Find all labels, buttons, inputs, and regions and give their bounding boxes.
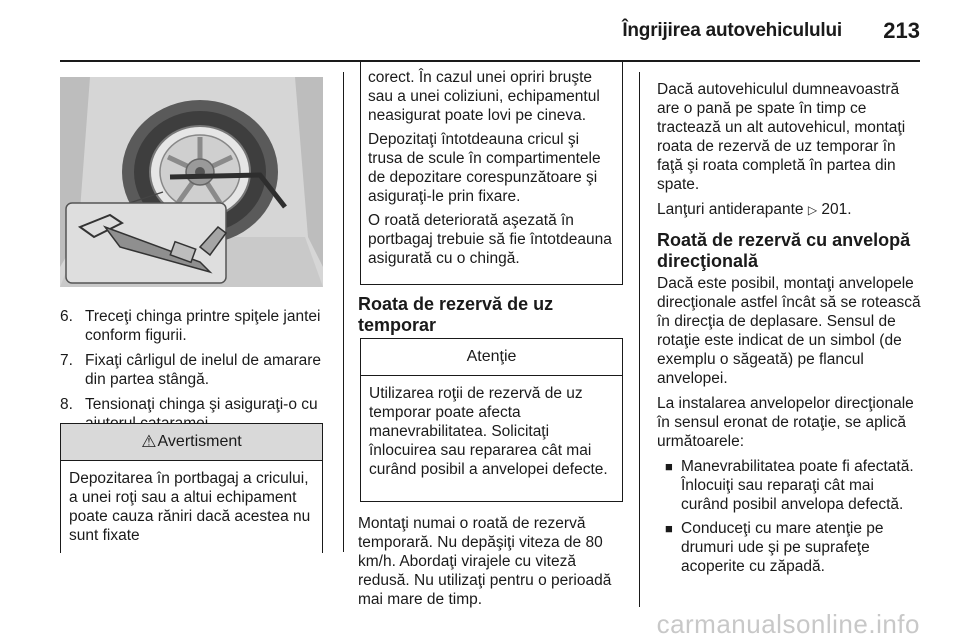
towing-paragraph: Dacă autovehiculul dumneavoastră are o pană pe spate în timp ce tractează un alt autovehicul, montaţi roata de rezervă de uz temporar în faţă şi roata completă în partea din spate. [657, 81, 906, 193]
caution-header [361, 338, 622, 376]
section-temporary-spare [358, 294, 628, 336]
warning-continued-text: Depozitaţi întotdeauna cricul şi trusa de scule în compartimentele de depozitare corespunzătoare şi asiguraţi-le prin fixare. [368, 131, 601, 205]
warning-header [61, 423, 322, 461]
page-number: 213 [883, 18, 920, 43]
caution-box [360, 338, 623, 502]
temporary-spare-paragraph: Montaţi numai o roată de rezervă temporară. Nu depăşiţi viteza de 80 km/h. Abordaţi virajele cu viteză redusă. Nu utilizaţi pentru o perioadă mai mare de timp. [358, 515, 612, 608]
snow-chains-reference: Lanţuri antiderapante ▷ 201. [657, 201, 852, 218]
list-item: ■ Manevrabilitatea poate fi afectată. Înlocuiţi sau reparaţi cât mai curând posibil anvelopa defectă. [665, 458, 914, 513]
list-item: ■ Conduceţi cu mare atenţie pe drumuri ude şi pe suprafeţe acoperite cu zăpadă. [665, 520, 884, 575]
page-reference-arrow-icon: ▷ [807, 203, 818, 217]
warning-box [60, 423, 323, 553]
watermark: carmanualsonline.info [656, 609, 920, 639]
column-divider-2 [639, 72, 640, 607]
section-heading: Roata de rezervă de uz temporar [358, 294, 554, 335]
section-title: Îngrijirea autovehiculului [622, 20, 842, 41]
warning-continued-box [360, 62, 623, 285]
page-header [0, 0, 960, 64]
directional-wrong-paragraph: La instalarea anvelopelor direcţionale în sensul eronat de rotaţie, se aplică următoarele: [657, 395, 914, 450]
list-item: 8. Tensionaţi chinga şi asiguraţi-o cu [60, 396, 318, 413]
caution-text: Utilizarea roţii de rezervă de uz temporar poate afecta manevrabilitatea. Solicitaţi înlocuirea sau repararea cât mai curând posibil a anvelopei defecte. [369, 385, 608, 478]
warning-text: Depozitarea în portbagaj a cricului, a unei roţi sau a altui echipament poate cauza răniri dacă acestea nu sunt fixate [69, 470, 311, 544]
bullet-list [657, 457, 925, 576]
warning-title: Avertisment [157, 433, 242, 450]
column-1 [60, 307, 335, 439]
column-divider-1 [343, 72, 344, 552]
directional-paragraph: Dacă este posibil, montaţi anvelopele direcţionale astfel încât să se rotească în direcţia de deplasare. Sensul de rotaţie este indicat de un simbol (de exemplu o săgeată) pe flancul anvelopei. [657, 275, 921, 387]
warning-triangle-icon: ⚠ [141, 432, 157, 451]
spare-wheel-figure [60, 77, 323, 287]
warning-continued-text: corect. În cazul unei opriri bruşte sau a unei coliziuni, echipamentul neasigurat poate lovi pe cineva. [368, 69, 600, 124]
section-heading: Roată de rezervă cu anvelopă direcţională [657, 230, 911, 271]
warning-continued-text: O roată deteriorată aşezată în portbagaj trebuie să fie întotdeauna asigurată cu o chingă. [368, 212, 612, 267]
list-item: 6. Treceţi chinga printre spiţele jantei conform figurii. [60, 308, 321, 344]
caution-title: Atenţie [466, 348, 517, 365]
column-3 [657, 80, 925, 581]
list-item: 7. Fixaţi cârligul de inelul de amarare din partea stângă. [60, 352, 322, 388]
instruction-steps [60, 307, 335, 433]
spare-wheel-illustration [60, 77, 323, 287]
